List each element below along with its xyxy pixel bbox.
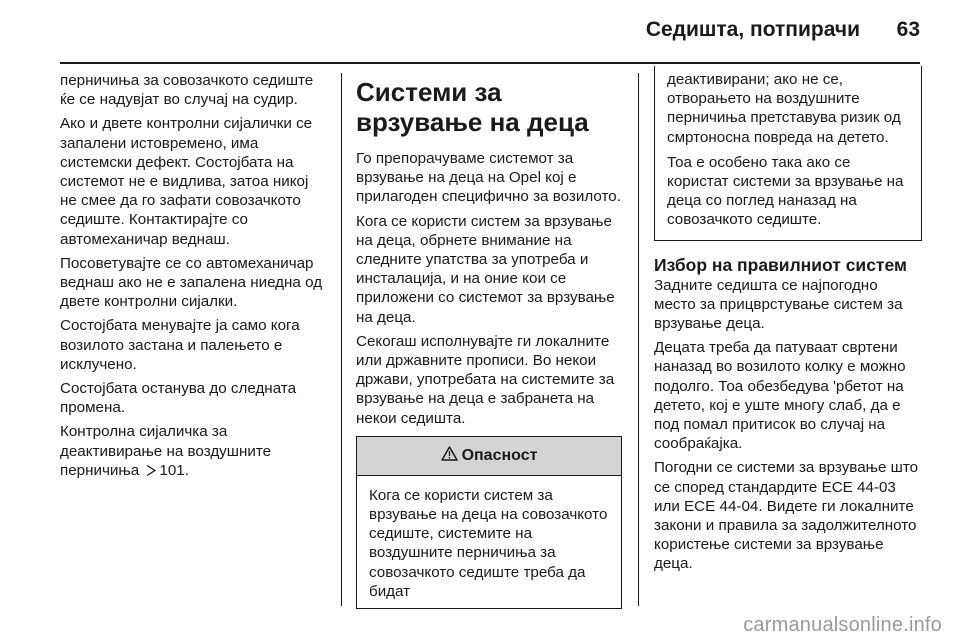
warning-body [357, 476, 621, 608]
paragraph: Го препорачуваме системот за врзување на деца на Opel кој е прилагоден специфично за возилото. [356, 150, 621, 206]
paragraph: Погодни се системи за врзување што се според стандардите ECE 44-03 или ECE 44-04. Видете ги локалните закони и правила за задолжителното користење системи за врзување деца. [654, 459, 919, 573]
paragraph: Кога се користи систем за врзување на деца, обрнете внимание на следните упатства за употреба и инсталација, и на оние кои се приложени со системот за врзување на деца. [356, 212, 615, 326]
reference-text: Контролна сијаличка за деактивирање на воздушните перничиња [60, 423, 272, 479]
section-title: Системи за врзување на деца [356, 77, 589, 137]
left-column [60, 71, 328, 487]
warning-title: Опасност [461, 446, 538, 464]
paragraph: Состојбата останува до следната промена. [60, 380, 297, 417]
warning-box-continued [654, 66, 922, 241]
subsection-title: Избор на правилниот систем [654, 254, 907, 275]
paragraph: Посоветувајте се со автомеханичар веднаш ако не е запалена ниедна од двете контролни сијалки. [60, 254, 323, 311]
watermark: carmanualsonline.info [743, 614, 942, 636]
warning-text: Тоа е особено така ако се користат системи за врзување на деца со поглед наназад на совозачкото седиште. [667, 153, 904, 229]
reference-link[interactable]: 101. [159, 461, 189, 479]
paragraph: Задните седишта се најпогодно место за прицврстување систем за врзување деца. [654, 276, 903, 333]
paragraph: Состојбата менувајте ја само кога возилото застана и палењето е исклучено. [60, 317, 300, 373]
page-reference-arrow-icon [145, 463, 157, 482]
warning-box [356, 436, 622, 609]
middle-column [356, 71, 622, 609]
warning-header [357, 437, 621, 476]
paragraph: Секогаш исполнувајте ги локалните или државните прописи. Во некои држави, употребата на системите за врзување на деца е забранета на некои седишта. [356, 332, 615, 427]
warning-text: деактивирани; ако не се, отворањето на воздушните перничиња претставува ризик од смртоносна повреда на детето. [667, 71, 901, 146]
paragraph: Децата треба да патуваат свртени наназад во возилото колку е можно подолго. Тоа обезбедува 'рбетот на детето, кој е уште многу слаб, да е под помал притисок во случај на сообраќајка. [654, 339, 906, 453]
paragraph: перничиња за совозачкото седиште ќе се надувјат во случај на судир. [60, 72, 314, 109]
page-title: Седишта, потпирачи [645, 18, 860, 41]
paragraph: Ако и двете контролни сијалички се запалени истовремено, има системски дефект. Состојбата на системот не е видлива, затоа никој не смее да го зафати совозачкото седиште. Контактирајте со автомеханичар веднаш. [60, 115, 313, 248]
warning-triangle-icon [441, 446, 462, 466]
page-number: 63 [896, 18, 920, 41]
column-divider-left [341, 73, 342, 606]
paragraph-with-reference [60, 422, 328, 482]
warning-text: Кога се користи систем за врзување на деца на совозачкото седиште, системите на воздушните перничиња за совозачкото седиште треба да бидат [369, 486, 608, 600]
right-column [654, 66, 922, 579]
header-divider [60, 62, 920, 64]
column-divider-right [638, 73, 639, 606]
